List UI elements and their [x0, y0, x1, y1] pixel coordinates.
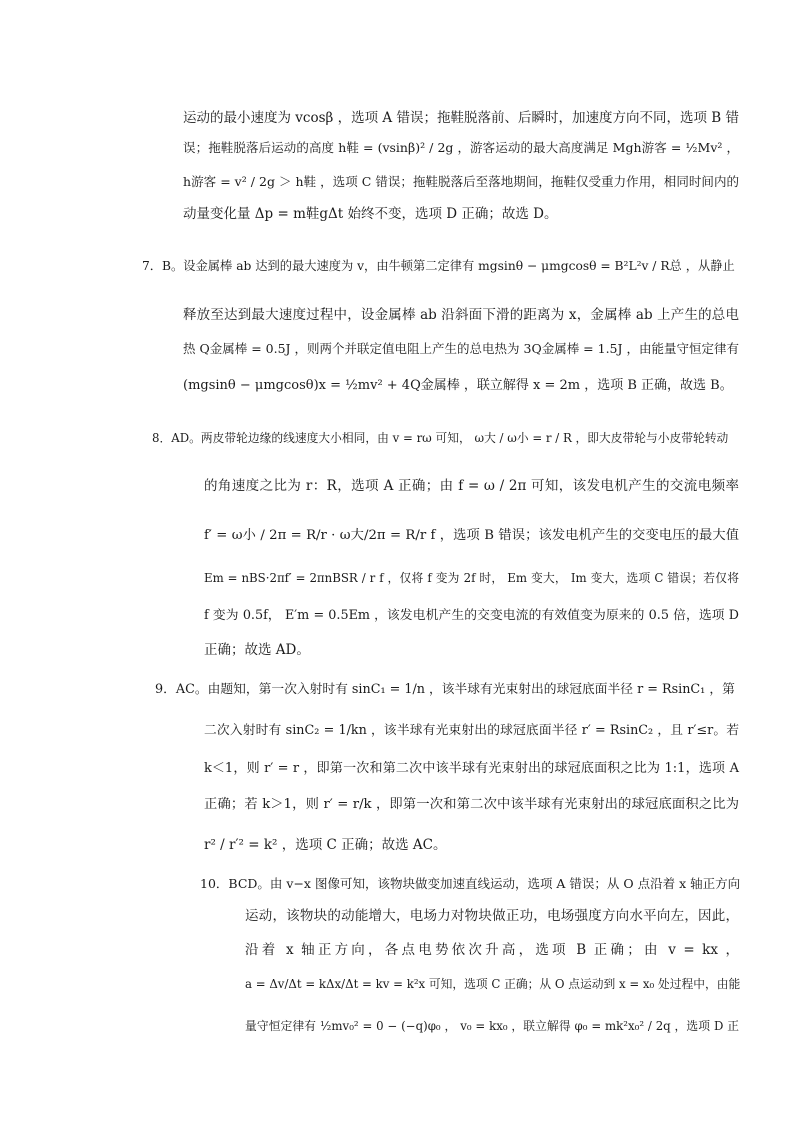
- q9-line-5: r² / r′² = k² ，选项 C 正确；故选 AC。: [204, 837, 447, 853]
- q10-line-1: 10．BCD。由 v−x 图像可知，该物块做变加速直线运动，选项 A 错误；从 O 点沿着 x 轴正方向: [200, 876, 741, 891]
- q6-line-4: 动量变化量 Δp = m鞋gΔt 始终不变，选项 D 正确；故选 D。: [183, 206, 558, 222]
- q9-line-3: k＜1，则 r′ = r ，即第一次和第二次中该半球有光束射出的球冠底面积之比为 1:1，选项 A: [204, 761, 739, 776]
- q6-line-3: h游客 = v² / 2g ＞ h鞋 ，选项 C 错误；拖鞋脱落后至落地期间，拖鞋仅受重力作用，相同时间内的: [183, 174, 739, 189]
- q10-line-2: 运动，该物块的动能增大，电场力对物块做正功，电场强度方向水平向左，因此，: [245, 908, 739, 924]
- q8-line-2: 的角速度之比为 r：R，选项 A 正确；由 f = ω / 2π 可知，该发电机产生的交流电频率: [204, 478, 739, 494]
- q8-line-3: f′ = ω小 / 2π = R/r · ω大/2π = R/r f ，选项 B 错误；该发电机产生的交变电压的最大值: [204, 528, 739, 543]
- q6-line-2: 误；拖鞋脱落后运动的高度 h鞋 = (vsinβ)² / 2g ，游客运动的最大高度满足 Mgh游客 = ½Mv² ，: [183, 140, 739, 155]
- q9-line-1: 9．AC。由题知，第一次入射时有 sinC₁ = 1/n ，该半球有光束射出的球冠底面半径 r = RsinC₁ ，第: [155, 682, 735, 697]
- q10-line-5: 量守恒定律有 ½mv₀² = 0 − (−q)φ₀ ， v₀ = kx₀ ，联立解得 φ₀ = mk²x₀² / 2q ，选项 D 正: [245, 1019, 739, 1033]
- q8-line-5: f 变为 0.5f， E′m = 0.5Em ，该发电机产生的交变电流的有效值变为原来的 0.5 倍，选项 D: [204, 608, 739, 623]
- q8-line-6: 正确；故选 AD。: [204, 642, 310, 658]
- q7-line-4: (mgsinθ − μmgcosθ)x = ½mv² + 4Q金属棒 ，联立解得 x = 2m ，选项 B 正确，故选 B。: [183, 378, 733, 393]
- q7-line-3: 热 Q金属棒 = 0.5J ，则两个并联定值电阻上产生的总电热为 3Q金属棒 = 1.5J ，由能量守恒定律有: [183, 341, 739, 356]
- q6-line-1: 运动的最小速度为 vcosβ ，选项 A 错误；拖鞋脱落前、后瞬时，加速度方向不同，选项 B 错: [183, 110, 739, 126]
- q7-line-2: 释放至达到最大速度过程中，设金属棒 ab 沿斜面下滑的距离为 x，金属棒 ab 上产生的总电: [183, 307, 739, 323]
- q9-line-2: 二次入射时有 sinC₂ = 1/kn ，该半球有光束射出的球冠底面半径 r′ = RsinC₂ ，且 r′≤r。若: [204, 723, 739, 738]
- q7-line-1: 7．B。设金属棒 ab 达到的最大速度为 v，由牛顿第二定律有 mgsinθ − μmgcosθ = B²L²v / R总 ，从静止: [142, 259, 735, 273]
- q10-line-4: a = Δv/Δt = kΔx/Δt = kv = k²x 可知，选项 C 正确；从 O 点运动到 x = x₀ 处过程中，由能: [245, 977, 741, 991]
- q8-line-1: 8．AD。两皮带轮边缘的线速度大小相同，由 v = rω 可知， ω大 / ω小 = r / R ，即大皮带轮与小皮带轮转动: [152, 431, 729, 445]
- q10-line-3: 沿着 x 轴正方向，各点电势依次升高，选项 B 正确；由 v = kx ，: [245, 942, 739, 958]
- q8-line-4: Em = nBS·2πf′ = 2πnBSR / r f ，仅将 f 变为 2f 时， Em 变大， Im 变大，选项 C 错误；若仅将: [204, 571, 739, 585]
- q9-line-4: 正确；若 k＞1，则 r′ = r/k ，即第一次和第二次中该半球有光束射出的球冠底面积之比为: [204, 797, 739, 812]
